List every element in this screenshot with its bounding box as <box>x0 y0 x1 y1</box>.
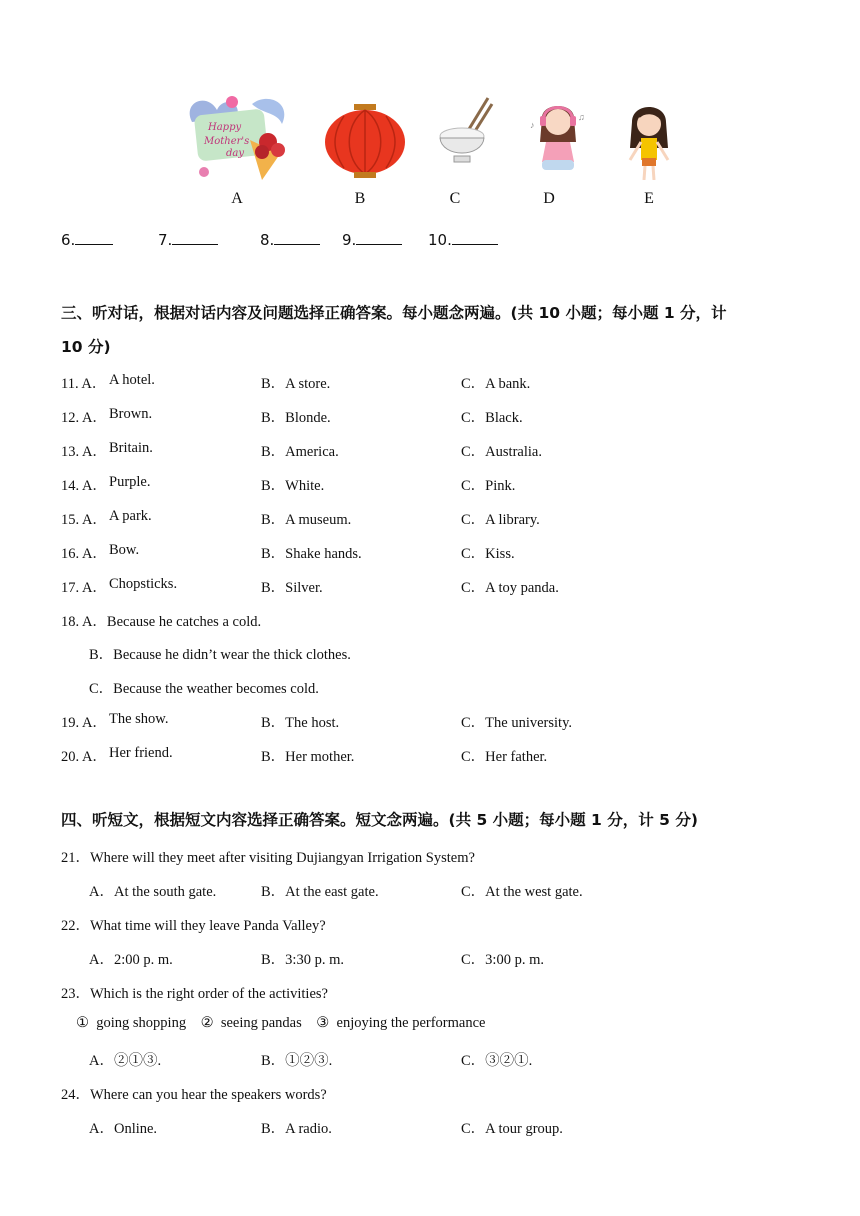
rice-bowl-chopsticks-icon <box>436 96 494 170</box>
q13-option-a[interactable]: Britain. <box>109 440 153 456</box>
q12-num: 12. A． <box>61 410 107 426</box>
picture-b-lantern <box>324 104 406 185</box>
picture-c-rice-bowl <box>436 96 494 175</box>
girl-standing-icon <box>622 100 676 180</box>
q23-activity-list: ① going shopping ② seeing pandas ③ enjoying the performance <box>76 1015 486 1031</box>
q17-option-b[interactable]: B．Silver. <box>261 580 323 596</box>
q15-option-c[interactable]: C．A library. <box>461 512 540 528</box>
girl-headphones-icon <box>530 98 586 178</box>
q18-option-a[interactable]: 18. A．Because he catches a cold. <box>61 614 262 630</box>
q19-option-c[interactable]: C．The university. <box>461 715 573 731</box>
svg-text:Mother's: Mother's <box>204 136 250 147</box>
q17-option-a[interactable]: Chopsticks. <box>109 576 178 592</box>
picture-label-a: A <box>231 190 243 207</box>
section-3-title-line2: 10 分) <box>61 338 111 356</box>
q19-option-b[interactable]: B．The host. <box>261 715 340 731</box>
q20-option-a[interactable]: Her friend. <box>109 745 173 761</box>
picture-d-girl-headphones <box>530 98 586 183</box>
q23-option-c[interactable]: C．③②①. <box>461 1053 533 1069</box>
q22-stem: 22．What time will they leave Panda Valley? <box>61 918 326 934</box>
q14-num: 14. A． <box>61 478 107 494</box>
blank-9[interactable] <box>342 230 402 249</box>
svg-text:day: day <box>226 148 245 159</box>
q12-option-c[interactable]: C．Black. <box>461 410 523 426</box>
q23-option-a[interactable]: A．②①③. <box>89 1053 162 1069</box>
q21-option-a[interactable]: A．At the south gate. <box>89 884 217 900</box>
svg-text:♫: ♫ <box>578 112 585 122</box>
picture-label-c: C <box>449 190 461 207</box>
section-4-title: 四、听短文，根据短文内容选择正确答案。短文念两遍。(共 5 小题；每小题 1 分，计 5 分) <box>61 811 698 829</box>
q24-option-b[interactable]: B．A radio. <box>261 1121 332 1137</box>
blank-number: 7. <box>158 231 173 249</box>
q14-option-a[interactable]: Purple. <box>109 474 151 490</box>
q22-option-b[interactable]: B．3:30 p. m. <box>261 952 344 968</box>
blank-number: 9. <box>342 231 357 249</box>
q24-option-c[interactable]: C．A tour group. <box>461 1121 563 1137</box>
q13-option-b[interactable]: B．America. <box>261 444 339 460</box>
blank-8[interactable] <box>260 230 320 249</box>
q11-num: 11. A． <box>61 376 107 392</box>
q13-option-c[interactable]: C．Australia. <box>461 444 542 460</box>
q23-option-b[interactable]: B．①②③. <box>261 1053 333 1069</box>
q16-option-b[interactable]: B．Shake hands. <box>261 546 362 562</box>
picture-label-e: E <box>644 190 654 207</box>
picture-label-b: B <box>354 190 366 207</box>
q19-num: 19. A． <box>61 715 107 731</box>
mothers-day-card-icon <box>182 92 294 184</box>
q18-option-b[interactable]: B．Because he didn’t wear the thick clothes. <box>89 647 351 663</box>
picture-label-d: D <box>543 190 555 207</box>
q22-option-a[interactable]: A．2:00 p. m. <box>89 952 173 968</box>
q17-option-c[interactable]: C．A toy panda. <box>461 580 559 596</box>
svg-text:♪: ♪ <box>530 120 535 130</box>
q11-option-c[interactable]: C．A bank. <box>461 376 531 392</box>
section-3-title <box>61 296 806 364</box>
picture-e-girl <box>622 100 676 185</box>
section-3-title-line1: 三、听对话，根据对话内容及问题选择正确答案。每小题念两遍。(共 10 小题；每小题 1 分，计 <box>61 304 727 322</box>
q11-option-b[interactable]: B．A store. <box>261 376 331 392</box>
q16-num: 16. A． <box>61 546 107 562</box>
q12-option-b[interactable]: B．Blonde. <box>261 410 331 426</box>
blank-10[interactable] <box>428 230 498 249</box>
q18-option-c[interactable]: C．Because the weather becomes cold. <box>89 681 319 697</box>
picture-a-mothers-day-card <box>182 92 294 189</box>
q15-num: 15. A． <box>61 512 107 528</box>
q21-option-b[interactable]: B．At the east gate. <box>261 884 379 900</box>
q20-num: 20. A． <box>61 749 107 765</box>
blank-number: 10. <box>428 231 452 249</box>
q14-option-c[interactable]: C．Pink. <box>461 478 516 494</box>
q13-num: 13. A． <box>61 444 107 460</box>
blank-6[interactable] <box>61 230 113 249</box>
q15-option-a[interactable]: A park. <box>109 508 152 524</box>
q21-option-c[interactable]: C．At the west gate. <box>461 884 583 900</box>
q16-option-a[interactable]: Bow. <box>109 542 140 558</box>
q19-option-a[interactable]: The show. <box>109 711 169 727</box>
q24-stem: 24．Where can you hear the speakers words? <box>61 1087 327 1103</box>
q21-stem: 21．Where will they meet after visiting Dujiangyan Irrigation System? <box>61 850 475 866</box>
blank-number: 6. <box>61 231 76 249</box>
q24-option-a[interactable]: A．Online. <box>89 1121 158 1137</box>
q23-stem: 23．Which is the right order of the activities? <box>61 986 328 1002</box>
q20-option-c[interactable]: C．Her father. <box>461 749 548 765</box>
q15-option-b[interactable]: B．A museum. <box>261 512 352 528</box>
svg-text:Happy: Happy <box>208 122 242 133</box>
q12-option-a[interactable]: Brown. <box>109 406 153 422</box>
q11-option-a[interactable]: A hotel. <box>109 372 155 388</box>
q17-num: 17. A． <box>61 580 107 596</box>
q22-option-c[interactable]: C．3:00 p. m. <box>461 952 544 968</box>
blank-number: 8. <box>260 231 275 249</box>
q20-option-b[interactable]: B．Her mother. <box>261 749 355 765</box>
q16-option-c[interactable]: C．Kiss. <box>461 546 515 562</box>
blank-7[interactable] <box>158 230 218 249</box>
red-lantern-icon <box>324 104 406 180</box>
q14-option-b[interactable]: B．White. <box>261 478 325 494</box>
